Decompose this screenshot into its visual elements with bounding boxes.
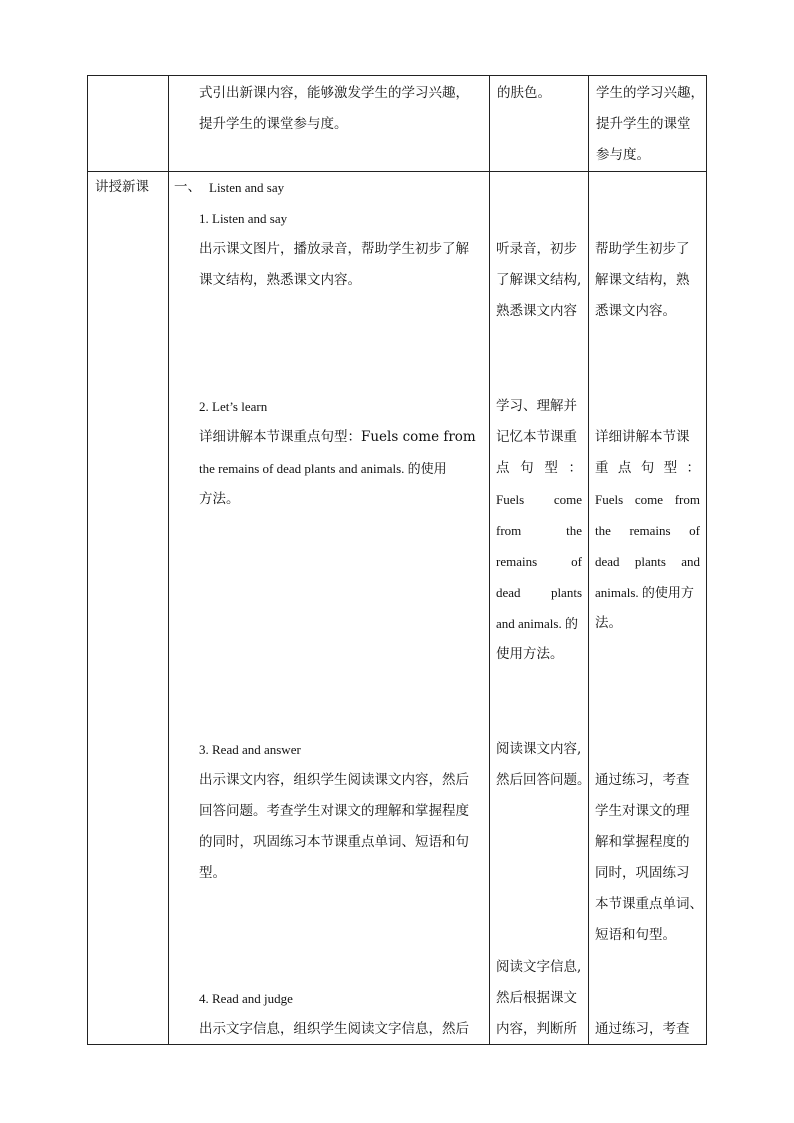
stage-label: 讲授新课 bbox=[95, 179, 149, 195]
step2-purpose-line: Fuels come from bbox=[595, 492, 700, 507]
step3-purpose-line: 短语和句型。 bbox=[595, 927, 676, 943]
step3-title: 3. Read and answer bbox=[199, 742, 301, 757]
step4-student-line: 然后根据课文 bbox=[496, 990, 577, 1006]
step1-student-line: 听录音，初步 bbox=[496, 241, 577, 257]
step2-student-line: and animals. 的 bbox=[496, 616, 578, 631]
section-number: 一、 bbox=[174, 179, 201, 195]
step2-purpose-line: the remains of bbox=[595, 523, 700, 538]
step4-purpose-line: 通过练习，考查 bbox=[595, 1021, 690, 1037]
step3-purpose-line: 解和掌握程度的 bbox=[595, 834, 690, 850]
step1-student-line: 熟悉课文内容 bbox=[496, 303, 577, 319]
step1-content-line: 课文结构，熟悉课文内容。 bbox=[199, 272, 361, 288]
step2-title: 2. Let’s learn bbox=[199, 399, 268, 414]
step2-student-line: 使用方法。 bbox=[496, 646, 564, 662]
row1-content-line: 式引出新课内容，能够激发学生的学习兴趣， bbox=[199, 85, 469, 101]
step2-content-line: 详细讲解本节课重点句型：Fuels come from bbox=[199, 429, 476, 445]
step2-purpose-line: 详细讲解本节课 bbox=[595, 429, 690, 445]
row1-purpose-line: 提升学生的课堂 bbox=[596, 116, 691, 132]
step3-purpose-line: 同时，巩固练习 bbox=[595, 865, 690, 881]
row1-content-line: 提升学生的课堂参与度。 bbox=[199, 116, 348, 132]
step3-content-line: 回答问题。考查学生对课文的理解和掌握程度 bbox=[199, 803, 469, 819]
column-divider bbox=[489, 76, 490, 1044]
step1-purpose-line: 解课文结构，熟 bbox=[595, 272, 690, 288]
step3-content-line: 的同时，巩固练习本节课重点单词、短语和句 bbox=[199, 834, 469, 850]
step4-title: 4. Read and judge bbox=[199, 991, 293, 1006]
step1-purpose-line: 帮助学生初步了 bbox=[595, 241, 690, 257]
step2-purpose-line: 法。 bbox=[595, 615, 622, 631]
step2-purpose-line: 重点句型： bbox=[595, 460, 700, 476]
step2-student-line: 学习、理解并 bbox=[496, 398, 577, 414]
step2-student-line: 点句型： bbox=[496, 460, 582, 476]
step4-student-line: 内容，判断所 bbox=[496, 1021, 577, 1037]
step2-content-line: the remains of dead plants and animals. 的使用 bbox=[199, 461, 447, 476]
step2-student-line: from the bbox=[496, 523, 582, 538]
step3-student-line: 阅读课文内容, bbox=[496, 741, 582, 757]
step3-purpose-line: 本节课重点单词、 bbox=[595, 896, 703, 912]
lesson-plan-table bbox=[87, 75, 707, 1045]
step3-content-line: 出示课文内容，组织学生阅读课文内容，然后 bbox=[199, 772, 469, 788]
step1-student-line: 了解课文结构, bbox=[496, 272, 582, 288]
step2-student-line: Fuels come bbox=[496, 492, 582, 507]
step3-student-line: 然后回答问题。 bbox=[496, 772, 591, 788]
row1-purpose-line: 参与度。 bbox=[596, 147, 650, 163]
step3-content-line: 型。 bbox=[199, 865, 226, 881]
step2-student-line: remains of bbox=[496, 554, 582, 569]
column-divider bbox=[588, 76, 589, 1044]
step2-student-line: 记忆本节课重 bbox=[496, 429, 577, 445]
step2-student-line: dead plants bbox=[496, 585, 582, 600]
step2-purpose-line: dead plants and bbox=[595, 554, 700, 569]
step1-title: 1. Listen and say bbox=[199, 211, 288, 226]
step3-purpose-line: 学生对课文的理 bbox=[595, 803, 690, 819]
step3-purpose-line: 通过练习，考查 bbox=[595, 772, 690, 788]
section-title: Listen and say bbox=[209, 180, 285, 195]
column-divider bbox=[168, 76, 169, 1044]
step4-content-line: 出示文字信息，组织学生阅读文字信息，然后 bbox=[199, 1021, 469, 1037]
step1-content-line: 出示课文图片，播放录音，帮助学生初步了解 bbox=[199, 241, 469, 257]
step2-purpose-line: animals. 的使用方 bbox=[595, 585, 694, 600]
step1-purpose-line: 悉课文内容。 bbox=[595, 303, 676, 319]
step2-content-line: 方法。 bbox=[199, 491, 240, 507]
row1-purpose-line: 学生的学习兴趣， bbox=[596, 85, 704, 101]
step4-student-line: 阅读文字信息, bbox=[496, 959, 582, 975]
row1-student-line: 的肤色。 bbox=[497, 85, 551, 101]
